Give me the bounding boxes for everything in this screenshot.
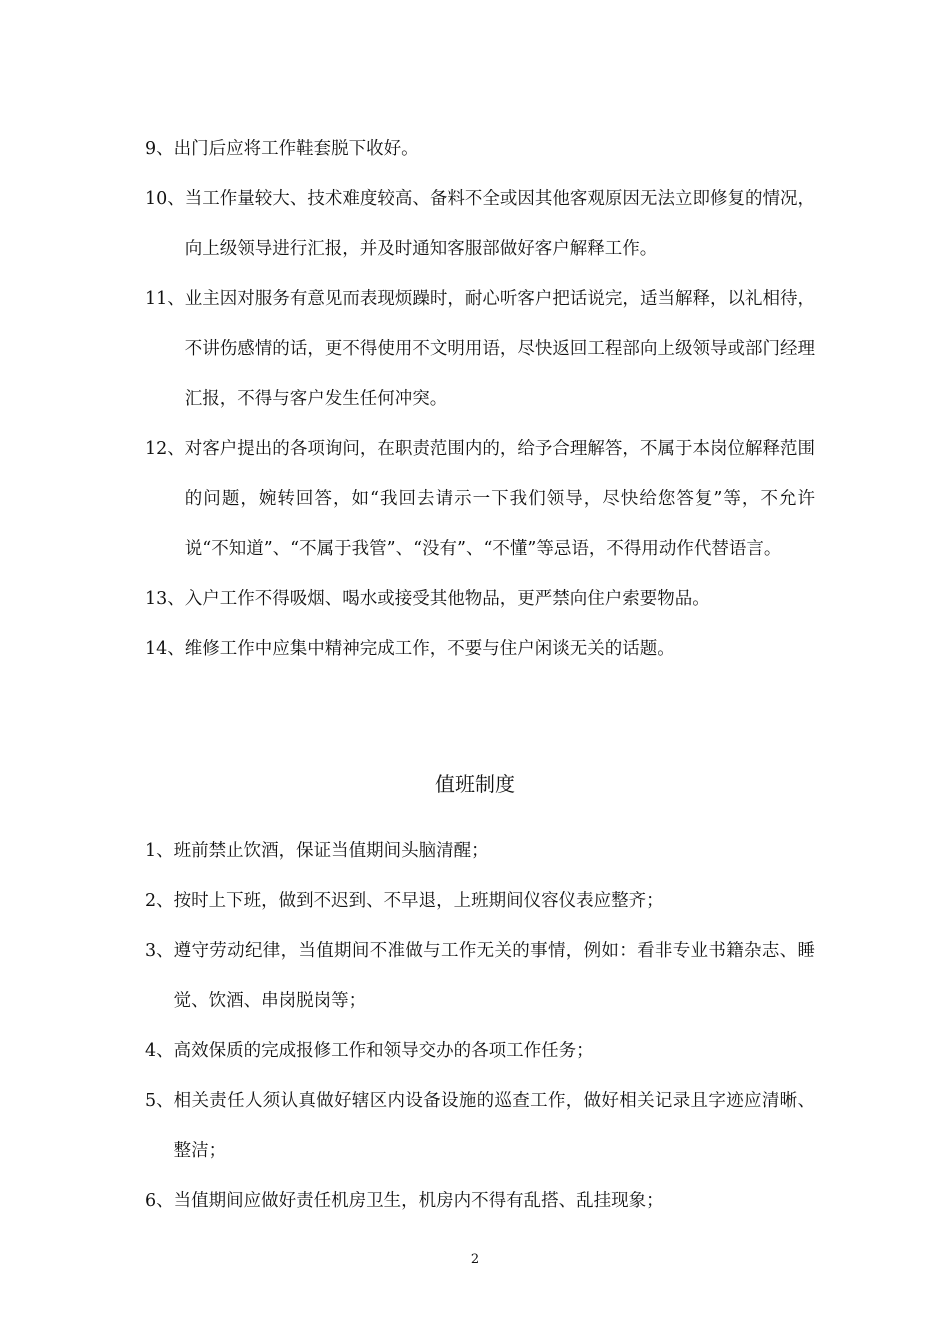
item-text: 遵守劳动纪律，当值期间不准做与工作无关的事情，例如：看非专业书籍杂志、睡觉、饮酒、串岗脱岗等； xyxy=(173,941,815,1011)
list-item xyxy=(145,1076,815,1176)
item-number: 2、 xyxy=(145,891,174,911)
list-item xyxy=(145,826,815,876)
item-number: 11、 xyxy=(145,289,185,309)
list-item xyxy=(145,1026,815,1076)
page-number: 2 xyxy=(470,1252,480,1267)
item-number: 14、 xyxy=(145,639,185,659)
item-text: 班前禁止饮酒，保证当值期间头脑清醒； xyxy=(173,841,489,861)
item-number: 12、 xyxy=(145,439,185,459)
item-text: 当值期间应做好责任机房卫生，机房内不得有乱搭、乱挂现象； xyxy=(173,1191,664,1211)
item-text: 对客户提出的各项询问，在职责范围内的，给予合理解答，不属于本岗位解释范围的问题，婉转回答，如“我回去请示一下我们领导，尽快给您答复”等，不允许说“不知道”、“不属于我管”、“没有”、“不懂”等忌语，不得用动作代替语言。 xyxy=(184,439,815,559)
list-item xyxy=(145,574,815,624)
list-item xyxy=(145,1176,815,1226)
list-item xyxy=(145,124,815,174)
item-number: 6、 xyxy=(145,1191,174,1211)
item-number: 9、 xyxy=(145,139,174,159)
service-rules-list xyxy=(145,124,815,674)
item-text: 相关责任人须认真做好辖区内设备设施的巡查工作，做好相关记录且字迹应清晰、整洁； xyxy=(173,1091,815,1161)
item-number: 10、 xyxy=(145,189,185,209)
list-item xyxy=(145,424,815,574)
duty-rules-list xyxy=(145,826,815,1226)
item-text: 入户工作不得吸烟、喝水或接受其他物品，更严禁向住户索要物品。 xyxy=(184,589,710,609)
list-item xyxy=(145,926,815,1026)
item-text: 按时上下班，做到不迟到、不早退，上班期间仪容仪表应整齐； xyxy=(173,891,664,911)
item-number: 13、 xyxy=(145,589,185,609)
list-item xyxy=(145,274,815,424)
item-text: 业主因对服务有意见而表现烦躁时，耐心听客户把话说完，适当解释，以礼相待，不讲伤感情的话，更不得使用不文明用语，尽快返回工程部向上级领导或部门经理汇报，不得与客户发生任何冲突。 xyxy=(184,289,815,409)
list-item xyxy=(145,174,815,274)
item-number: 1、 xyxy=(145,841,174,861)
item-text: 维修工作中应集中精神完成工作，不要与住户闲谈无关的话题。 xyxy=(184,639,675,659)
item-number: 5、 xyxy=(145,1091,174,1111)
section-title: 值班制度 xyxy=(435,772,515,796)
list-item xyxy=(145,624,815,674)
item-text: 当工作量较大、技术难度较高、备料不全或因其他客观原因无法立即修复的情况，向上级领导进行汇报，并及时通知客服部做好客户解释工作。 xyxy=(184,189,815,259)
item-number: 4、 xyxy=(145,1041,174,1061)
item-text: 高效保质的完成报修工作和领导交办的各项工作任务； xyxy=(173,1041,594,1061)
item-number: 3、 xyxy=(145,941,174,961)
item-text: 出门后应将工作鞋套脱下收好。 xyxy=(173,139,419,159)
list-item xyxy=(145,876,815,926)
